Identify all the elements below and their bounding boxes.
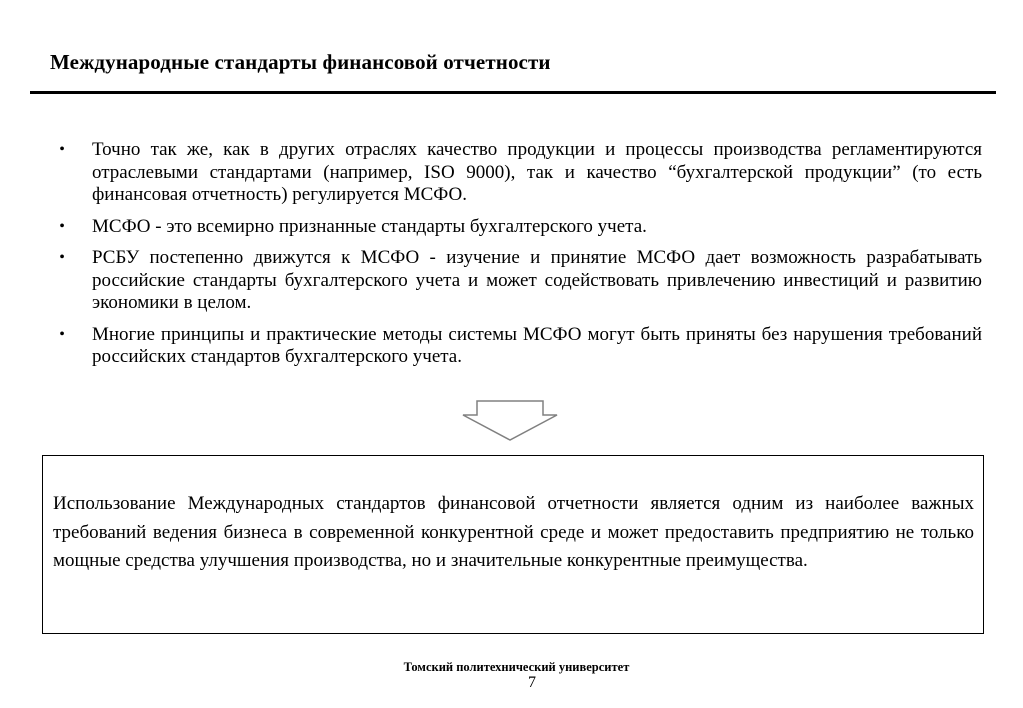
bullet-text: Многие принципы и практические методы системы МСФО могут быть приняты без нарушения требований российских стандартов бухгалтерского учета. [92,323,982,367]
bullet-text: МСФО - это всемирно признанные стандарты бухгалтерского учета. [92,215,647,237]
down-arrow-icon [460,400,560,442]
bullet-item [55,139,982,207]
bullet-list [55,139,982,378]
title-divider [30,91,996,94]
bullet-item [55,247,982,315]
bullet-dot-icon: • [59,325,65,343]
bullet-text: Точно так же, как в других отраслях качество продукции и процессы производства регламентируются отраслевыми стандартами (например, ISO 9000), так и качество “бухгалтерской продукции” (то есть финансовая отчетность) регулируется МСФО. [92,139,982,205]
page-number: 7 [528,674,536,691]
conclusion-box [42,455,984,634]
conclusion-text: Использование Международных стандартов финансовой отчетности является одним из наиболее важных требований ведения бизнеса в современной конкурентной среде и может предоставить предприятию не только мощные средства улучшения производства, но и значительные конкурентные преимущества. [53,493,974,571]
bullet-item [55,324,982,369]
bullet-dot-icon: • [59,141,65,158]
bullet-dot-icon: • [59,217,65,235]
bullet-text: РСБУ постепенно движутся к МСФО - изучение и принятие МСФО дает возможность разрабатывать российские стандарты бухгалтерского учета и может содействовать привлечению инвестиций и развитию экономики в целом. [92,247,982,313]
bullet-dot-icon: • [59,249,65,266]
down-arrow-shape [463,401,557,440]
bullet-item [55,216,982,239]
footer-university: Томский политехнический университет [403,660,630,674]
slide-title: Международные стандарты финансовой отчетности [50,50,551,74]
